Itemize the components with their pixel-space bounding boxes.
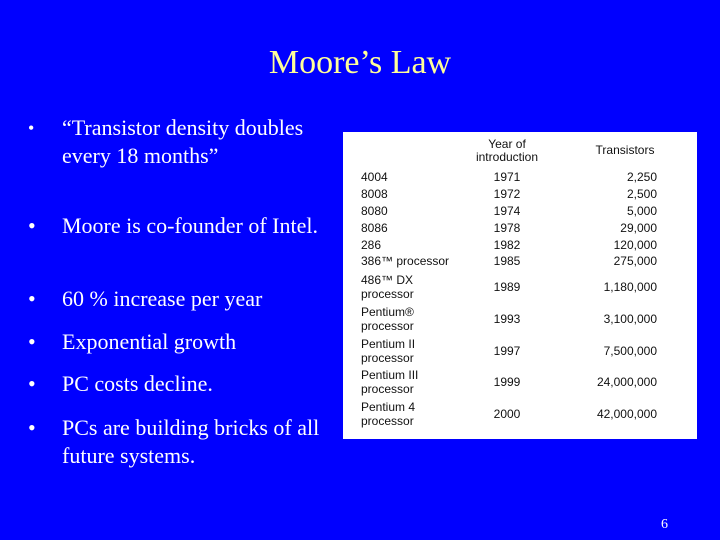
cell-transistors: 29,000	[620, 221, 657, 235]
cell-transistors: 7,500,000	[603, 344, 657, 358]
processor-name-line2: processor	[361, 351, 414, 365]
cell-year: 1993	[493, 312, 521, 326]
cell-year: 1982	[493, 238, 521, 252]
transistor-table	[343, 132, 697, 439]
cell-processor	[361, 400, 415, 428]
bullet-text: Moore is co-founder of Intel.	[62, 213, 318, 238]
header-transistors: Transistors	[595, 143, 655, 157]
cell-processor	[361, 337, 415, 365]
processor-name-line1: Pentium II	[361, 337, 416, 351]
bullet-text: 60 % increase per year	[62, 286, 263, 311]
bullet-dot: •	[28, 371, 36, 396]
bullet-item	[28, 212, 328, 240]
processor-name-line1: 286	[361, 238, 382, 252]
cell-year: 1997	[493, 344, 521, 358]
cell-year: 2000	[493, 407, 521, 421]
cell-processor	[361, 187, 388, 201]
bullet-item	[28, 328, 328, 356]
cell-processor	[361, 273, 414, 301]
cell-transistors: 24,000,000	[596, 375, 657, 389]
cell-year: 1971	[493, 170, 521, 184]
cell-processor	[361, 238, 381, 252]
bullet-item	[28, 285, 328, 313]
cell-year: 1985	[493, 254, 521, 268]
processor-name-line1: Pentium®	[361, 305, 414, 319]
bullet-dot: •	[28, 213, 36, 238]
bullet-text: PC costs decline.	[62, 371, 213, 396]
cell-transistors: 42,000,000	[596, 407, 657, 421]
bullet-dot: •	[28, 118, 35, 138]
cell-transistors: 2,500	[626, 187, 657, 201]
processor-name-line2: processor	[361, 287, 414, 301]
bullet-item	[28, 370, 328, 398]
cell-transistors: 120,000	[613, 238, 657, 252]
cell-transistors: 275,000	[613, 254, 657, 268]
bullet-item	[28, 414, 328, 470]
header-year-line1: Year of	[488, 137, 526, 151]
processor-name-line1: 386™ processor	[361, 254, 450, 268]
cell-processor	[361, 204, 388, 218]
bullet-dot: •	[28, 286, 36, 311]
processor-name-line1: Pentium 4	[361, 400, 416, 414]
cell-processor	[361, 368, 418, 396]
processor-name-line1: 8086	[361, 221, 388, 235]
bullet-dot: •	[28, 415, 36, 440]
bullet-text: PCs are building bricks of all future systems.	[62, 415, 320, 468]
page-number: 6	[661, 517, 668, 532]
processor-name-line2: processor	[361, 414, 414, 428]
cell-processor	[361, 305, 414, 333]
bullet-item	[28, 114, 328, 170]
cell-year: 1989	[493, 280, 521, 294]
processor-name-line2: processor	[361, 319, 414, 333]
header-year-line2: introduction	[475, 150, 539, 164]
cell-transistors: 2,250	[626, 170, 657, 184]
processor-name-line2: processor	[361, 382, 414, 396]
slide-title: Moore’s Law	[268, 44, 452, 81]
cell-year: 1972	[493, 187, 521, 201]
processor-name-line1: 8080	[361, 204, 388, 218]
cell-processor	[361, 170, 388, 184]
cell-transistors: 1,180,000	[603, 280, 657, 294]
processor-name-line1: 8008	[361, 187, 388, 201]
cell-processor	[361, 254, 449, 268]
bullet-dot: •	[28, 329, 36, 354]
processor-name-line1: Pentium III	[361, 368, 419, 382]
header-year	[467, 138, 547, 164]
bullet-text: “Transistor density doubles every 18 months”	[62, 115, 304, 168]
cell-transistors: 5,000	[626, 204, 657, 218]
cell-year: 1974	[493, 204, 521, 218]
cell-transistors: 3,100,000	[603, 312, 657, 326]
processor-name-line1: 486™ DX	[361, 273, 414, 287]
cell-year: 1978	[493, 221, 521, 235]
cell-processor	[361, 221, 388, 235]
bullet-text: Exponential growth	[62, 329, 237, 354]
processor-name-line1: 4004	[361, 170, 388, 184]
cell-year: 1999	[493, 375, 521, 389]
